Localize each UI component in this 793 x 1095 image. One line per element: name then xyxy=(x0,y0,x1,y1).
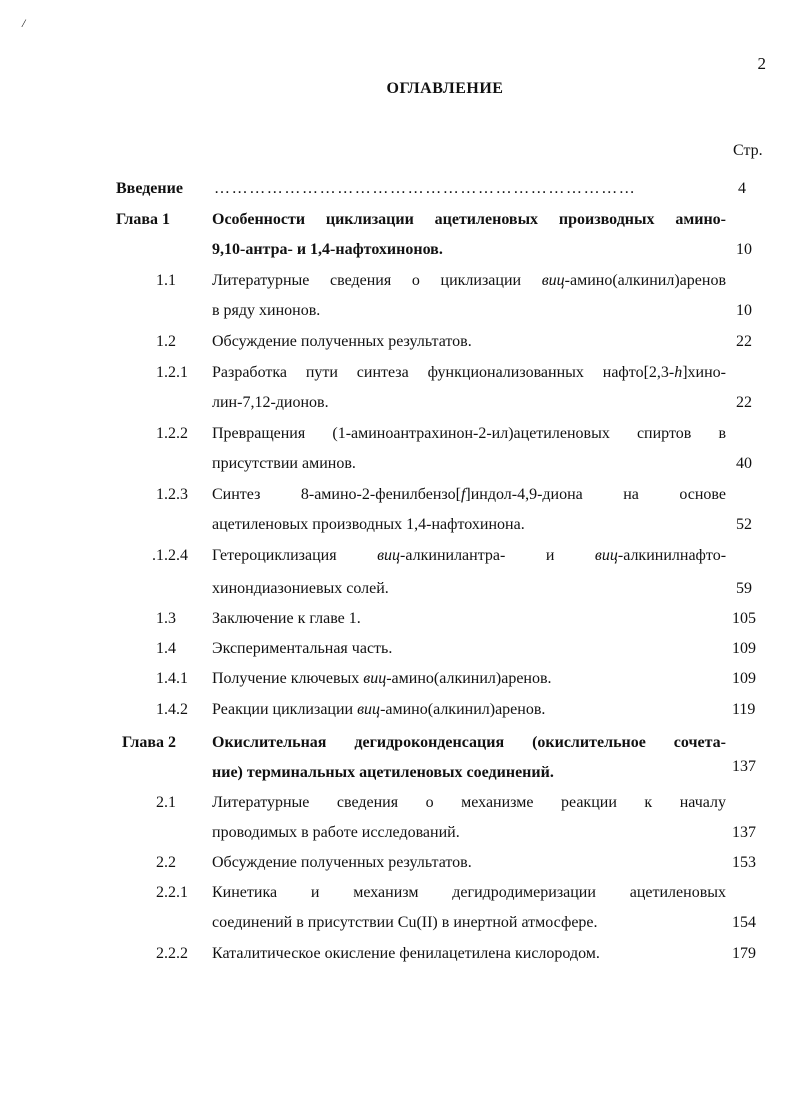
toc-entry-1-4-1 xyxy=(0,670,793,696)
toc-entry-title-line: 9,10-антра- и 1,4-нафтохинонов. xyxy=(212,241,443,258)
toc-entry-1-2-1-cont xyxy=(0,394,793,420)
toc-entry-title-line: Кинетика и механизм дегидродимеризации ацетиленовых xyxy=(212,884,726,901)
toc-leader-dots: ……………………………………………………………… xyxy=(214,180,637,197)
toc-entry-number: 1.2 xyxy=(156,333,176,350)
toc-entry-intro xyxy=(0,180,793,206)
toc-entry-1-2-1 xyxy=(0,364,793,390)
toc-entry-chapter-1 xyxy=(0,211,793,237)
toc-entry-1-2 xyxy=(0,333,793,359)
toc-entry-1-1-cont xyxy=(0,302,793,328)
toc-entry-title-line: Особенности циклизации ацетиленовых производных амино- xyxy=(212,211,726,228)
toc-entry-title-line: Окислительная дегидроконденсация (окислительное сочета- xyxy=(212,734,726,751)
toc-entry-2-2 xyxy=(0,854,793,880)
toc-entry-page: 4 xyxy=(738,180,746,197)
toc-entry-page: 10 xyxy=(736,241,752,258)
toc-entry-title-line: Обсуждение полученных результатов. xyxy=(212,333,472,350)
toc-entry-title-line: ацетиленовых производных 1,4-нафтохинона. xyxy=(212,516,525,533)
toc-entry-title-line: Гетероциклизация виц-алкинилантра- и виц-алкинилнафто- xyxy=(212,547,727,564)
toc-entry-page: 154 xyxy=(732,914,756,931)
toc-entry-number: Глава 1 xyxy=(116,211,170,228)
toc-entry-1-3 xyxy=(0,610,793,636)
toc-entry-1-2-2-cont xyxy=(0,455,793,481)
toc-entry-1-1 xyxy=(0,272,793,298)
toc-entry-number: 1.1 xyxy=(156,272,176,289)
toc-entry-number: 1.2.3 xyxy=(156,486,188,503)
toc-entry-2-1-cont xyxy=(0,824,793,850)
toc-entry-1-2-4-cont xyxy=(0,580,793,606)
toc-entry-number: 1.2.2 xyxy=(156,425,188,442)
toc-entry-number: 1.4.2 xyxy=(156,701,188,718)
toc-entry-title-line: ние) терминальных ацетиленовых соединений. xyxy=(212,764,554,781)
toc-entry-page: 10 xyxy=(736,302,752,319)
toc-entry-1-4-2 xyxy=(0,701,793,727)
toc-entry-page: 137 xyxy=(732,824,756,841)
toc-entry-page: 22 xyxy=(736,333,752,350)
toc-entry-chapter-2-cont xyxy=(0,758,793,790)
toc-entry-title-line: Синтез 8-амино-2-фенилбензо[f]индол-4,9-диона на основе xyxy=(212,486,726,503)
page-number: 2 xyxy=(757,54,766,73)
toc-entry-title-line: Каталитическое окисление фенилацетилена кислородом. xyxy=(212,945,600,962)
toc-entry-title-line: Разработка пути синтеза функционализованных нафто[2,3-h]хино- xyxy=(212,364,726,381)
toc-entry-number: 2.2.2 xyxy=(156,945,188,962)
toc-entry-page: 109 xyxy=(732,640,756,657)
page-column-header: Стр. xyxy=(733,142,763,159)
toc-entry-1-2-4 xyxy=(0,547,793,573)
toc-entry-1-4 xyxy=(0,640,793,666)
toc-entry-number: Введение xyxy=(116,180,183,197)
toc-entry-page: 137 xyxy=(732,758,756,775)
toc-entry-title-line: проводимых в работе исследований. xyxy=(212,824,460,841)
toc-entry-page: 40 xyxy=(736,455,752,472)
corner-mark: / xyxy=(22,16,26,30)
toc-entry-2-1 xyxy=(0,794,793,820)
page-title: ОГЛАВЛЕНИЕ xyxy=(386,80,504,97)
toc-entry-title-line: Литературные сведения о механизме реакции к началу xyxy=(212,794,726,811)
toc-entry-chapter-2 xyxy=(0,734,793,760)
toc-entry-2-2-1 xyxy=(0,884,793,910)
toc-entry-title-line: Заключение к главе 1. xyxy=(212,610,361,627)
toc-entry-title-line: Экспериментальная часть. xyxy=(212,640,393,657)
toc-entry-number: Глава 2 xyxy=(122,734,176,751)
toc-entry-title-line: Получение ключевых виц-амино(алкинил)аренов. xyxy=(212,670,552,687)
toc-entry-title-line: Обсуждение полученных результатов. xyxy=(212,854,472,871)
toc-entry-2-2-1-cont xyxy=(0,914,793,940)
toc-entry-number: 2.2 xyxy=(156,854,176,871)
toc-entry-title-line: Реакции циклизации виц-амино(алкинил)аренов. xyxy=(212,701,546,718)
toc-entry-number: .1.2.4 xyxy=(152,547,188,564)
toc-entry-number: 1.2.1 xyxy=(156,364,188,381)
toc-entry-chapter-1-cont xyxy=(0,241,793,267)
toc-entry-title-line: лин-7,12-дионов. xyxy=(212,394,329,411)
toc-entry-1-2-3-cont xyxy=(0,516,793,542)
toc-entry-page: 52 xyxy=(736,516,752,533)
toc-entry-page: 22 xyxy=(736,394,752,411)
toc-entry-number: 1.4.1 xyxy=(156,670,188,687)
toc-entry-title-line: в ряду хинонов. xyxy=(212,302,321,319)
toc-entry-number: 1.3 xyxy=(156,610,176,627)
toc-entry-page: 105 xyxy=(732,610,756,627)
toc-entry-1-2-3 xyxy=(0,486,793,512)
toc-entry-title-line: соединений в присутствии Cu(II) в инертной атмосфере. xyxy=(212,914,598,931)
toc-entry-number: 1.4 xyxy=(156,640,176,657)
toc-entry-title-line: Литературные сведения о циклизации виц-амино(алкинил)аренов xyxy=(212,272,726,289)
toc-entry-page: 59 xyxy=(736,580,752,597)
toc-entry-title-line: хинондиазониевых солей. xyxy=(212,580,389,597)
toc-entry-1-2-2 xyxy=(0,425,793,451)
toc-entry-title-line: Превращения (1-аминоантрахинон-2-ил)ацетиленовых спиртов в xyxy=(212,425,726,442)
toc-entry-page: 153 xyxy=(732,854,756,871)
toc-entry-page: 109 xyxy=(732,670,756,687)
toc-entry-page: 179 xyxy=(732,945,756,962)
toc-entry-page: 119 xyxy=(732,701,756,718)
toc-entry-2-2-2 xyxy=(0,945,793,971)
toc-entry-title-line: присутствии аминов. xyxy=(212,455,356,472)
toc-entry-number: 2.2.1 xyxy=(156,884,188,901)
toc-entry-number: 2.1 xyxy=(156,794,176,811)
